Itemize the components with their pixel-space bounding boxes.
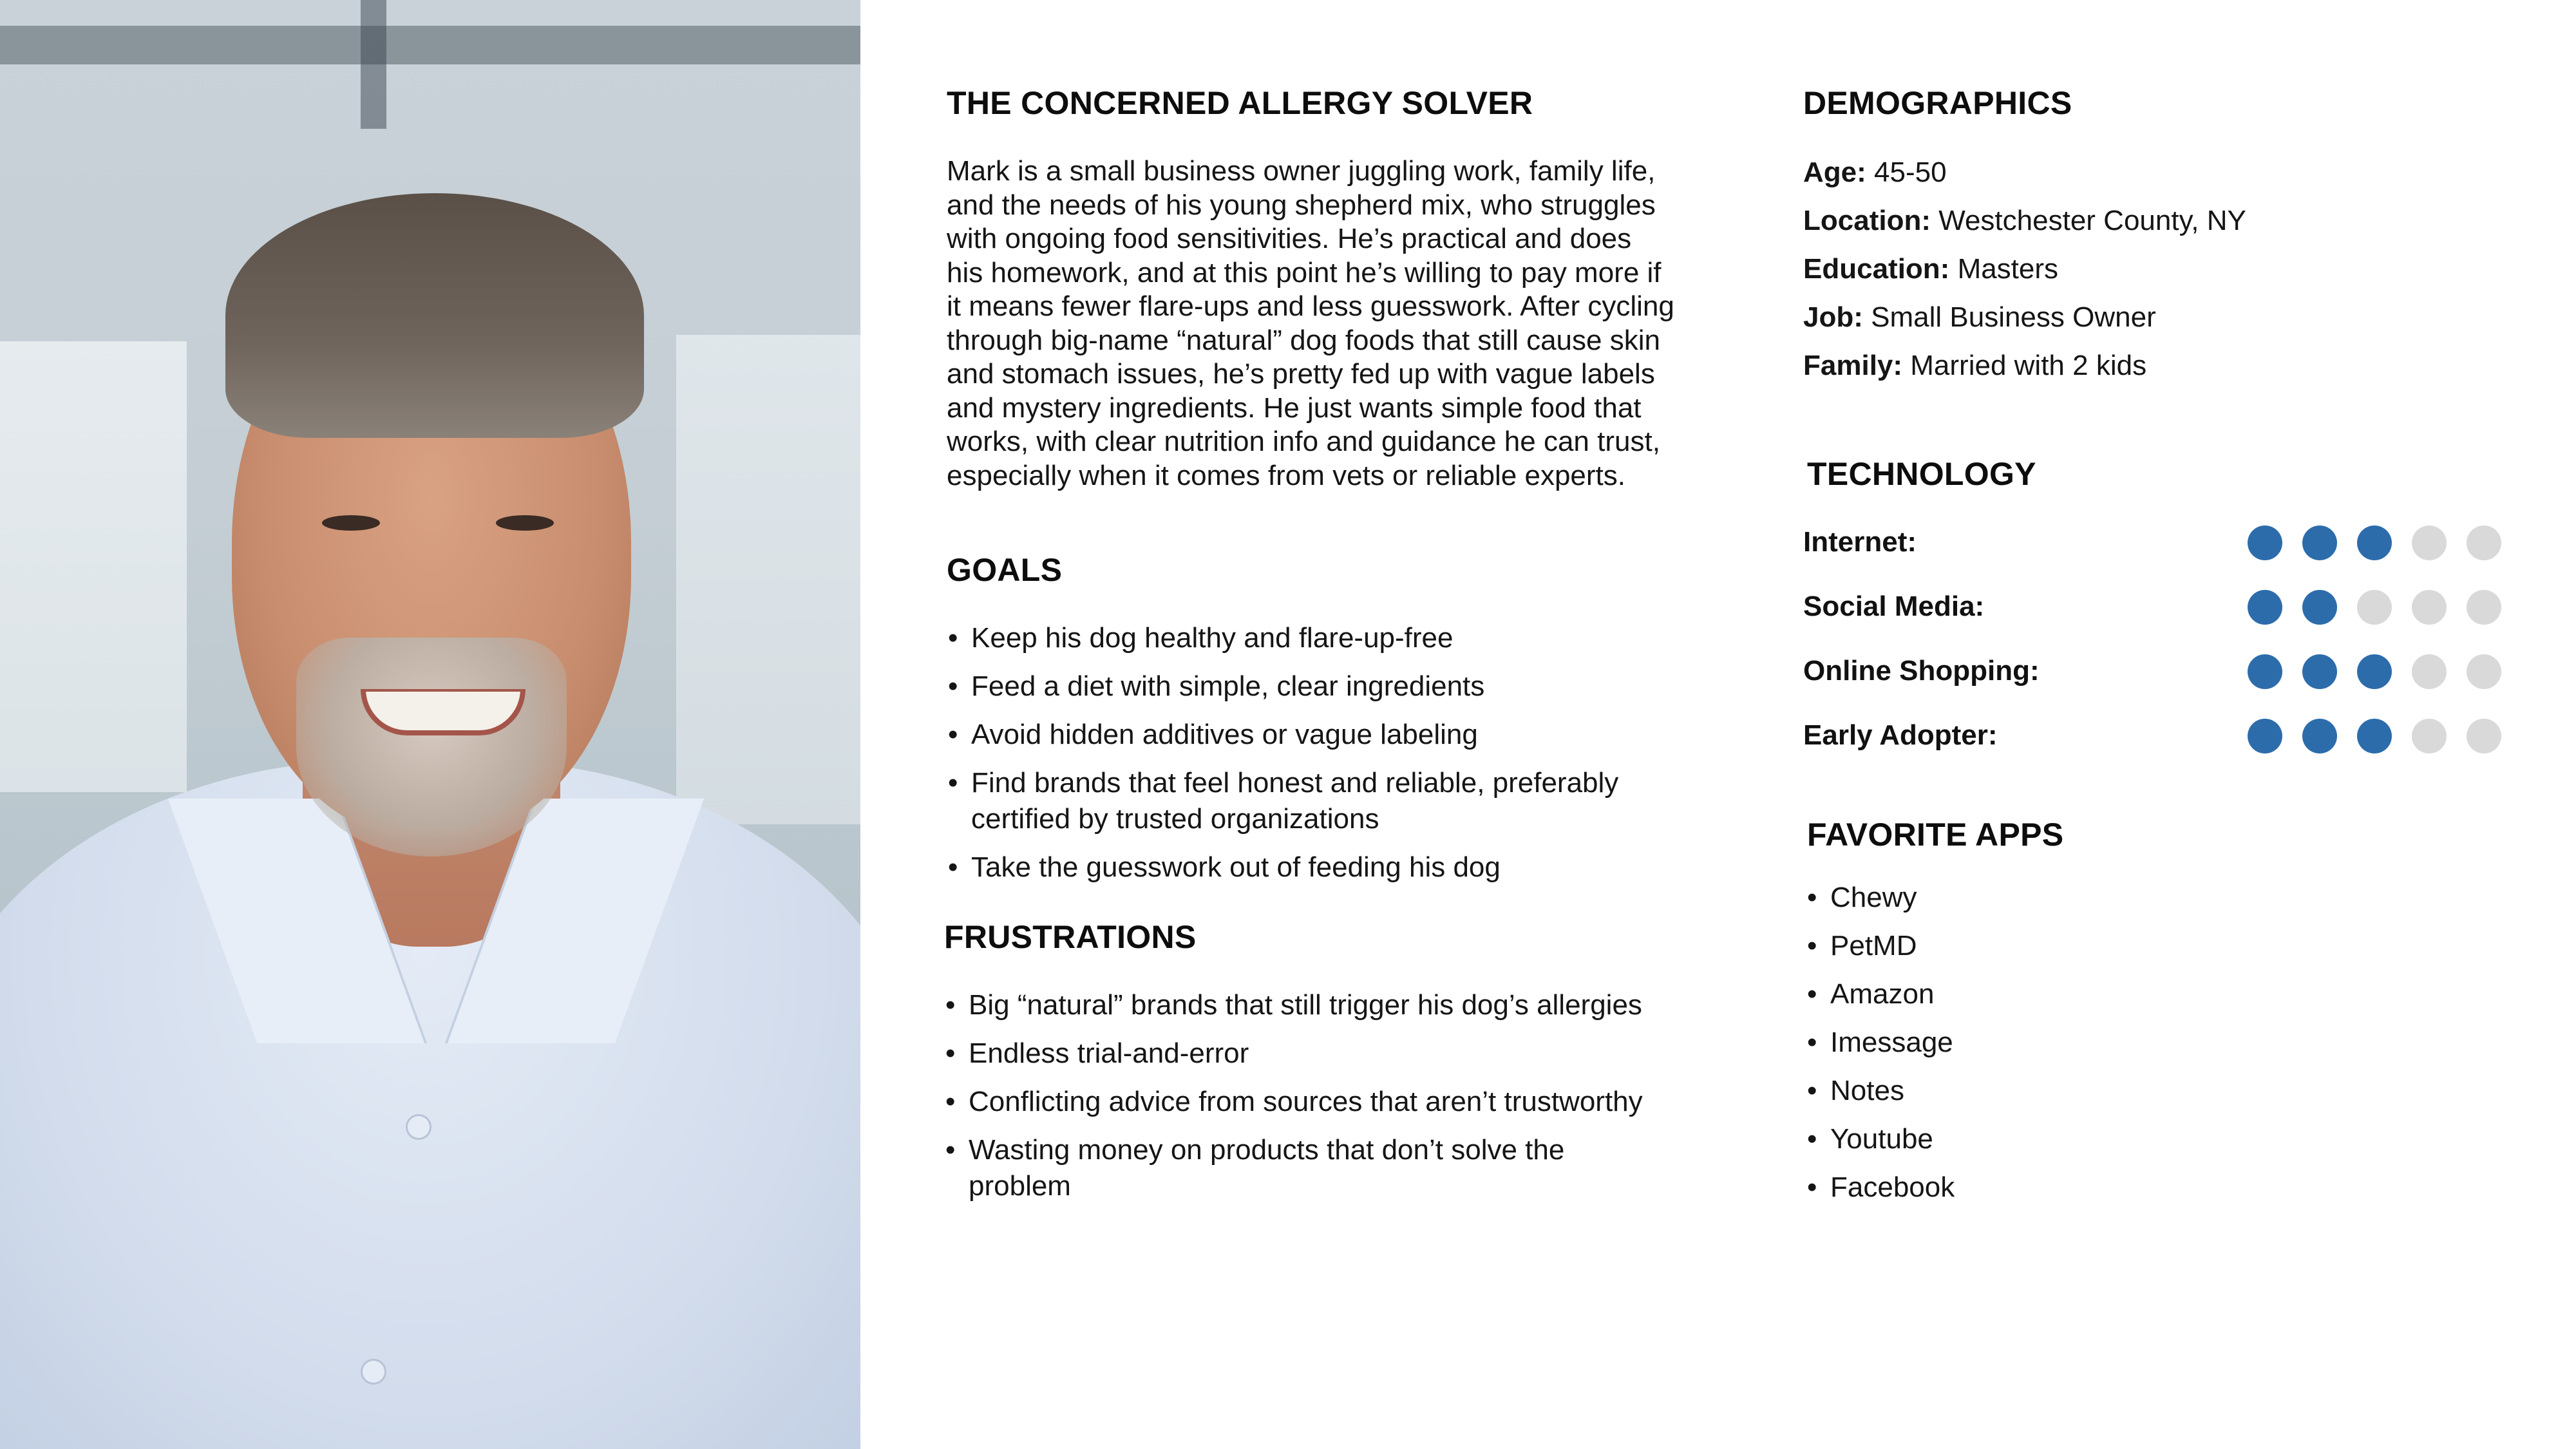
frustration-item: • Endless trial-and-error (944, 1036, 1674, 1072)
rating-dot-filled (2248, 590, 2282, 625)
rating-dot-filled (2357, 654, 2392, 689)
photo-smile (361, 689, 526, 735)
persona-photo (0, 0, 860, 1449)
persona-main-column (944, 84, 1674, 1217)
demographics-heading: DEMOGRAPHICS (1803, 85, 2072, 121)
rating-dot-filled (2302, 719, 2337, 753)
app-item: • Notes (1806, 1073, 2512, 1109)
rating-dot-filled (2302, 590, 2337, 625)
technology-rating (2248, 654, 2501, 689)
frustration-item: • Big “natural” brands that still trigger his dog’s allergies (944, 987, 1674, 1023)
app-item: • Chewy (1806, 880, 2512, 916)
rating-dot-filled (2357, 526, 2392, 560)
technology-label: Early Adopter: (1803, 719, 1998, 751)
rating-dot-filled (2357, 719, 2392, 753)
technology-rating (2248, 590, 2501, 625)
app-item: • Facebook (1806, 1170, 2512, 1206)
technology-row (1803, 583, 2512, 648)
persona-title: THE CONCERNED ALLERGY SOLVER (947, 85, 1533, 121)
rating-dot-empty (2412, 654, 2447, 689)
goal-item: • Take the guesswork out of feeding his dog (947, 849, 1674, 886)
goals-heading: GOALS (947, 552, 1063, 588)
technology-label: Internet: (1803, 526, 1917, 558)
demographic-value: Masters (1957, 253, 2059, 285)
favorite-apps-list (1806, 880, 2512, 1206)
goal-item: • Avoid hidden additives or vague labeling (947, 717, 1674, 753)
technology-label: Online Shopping: (1803, 655, 2040, 687)
demographic-job (1803, 299, 2512, 336)
frustration-item: • Wasting money on products that don’t solve the problem (944, 1132, 1674, 1204)
technology-heading: TECHNOLOGY (1807, 456, 2036, 492)
app-item: • PetMD (1806, 928, 2512, 964)
demographic-family (1803, 348, 2512, 384)
photo-ceiling-fixture (361, 0, 386, 129)
rating-dot-empty (2467, 654, 2501, 689)
rating-dot-empty (2467, 526, 2501, 560)
frustrations-heading: FRUSTRATIONS (944, 919, 1197, 955)
demographic-value: 45-50 (1874, 156, 1947, 188)
photo-hair (225, 193, 644, 438)
demographic-label: Education: (1803, 253, 1950, 285)
photo-window-left (0, 341, 187, 792)
persona-side-column (1803, 84, 2512, 1218)
demographic-location (1803, 203, 2512, 239)
demographic-value: Married with 2 kids (1910, 350, 2147, 381)
photo-shirt-button (361, 1359, 386, 1385)
rating-dot-filled (2248, 719, 2282, 753)
demographic-education (1803, 251, 2512, 287)
demographic-age (1803, 155, 2512, 191)
demographic-value: Westchester County, NY (1938, 205, 2246, 236)
app-item: • Youtube (1806, 1121, 2512, 1157)
goal-item: • Keep his dog healthy and flare-up-free (947, 620, 1674, 656)
rating-dot-filled (2302, 654, 2337, 689)
app-item: • Imessage (1806, 1025, 2512, 1061)
demographic-label: Age: (1803, 156, 1866, 188)
demographics-list (1803, 155, 2512, 384)
demographic-label: Location: (1803, 205, 1931, 236)
rating-dot-empty (2357, 590, 2392, 625)
rating-dot-empty (2412, 526, 2447, 560)
goals-list (947, 620, 1674, 886)
technology-row (1803, 648, 2512, 712)
photo-beard (296, 638, 567, 857)
rating-dot-filled (2248, 526, 2282, 560)
demographic-label: Job: (1803, 301, 1863, 333)
rating-dot-filled (2248, 654, 2282, 689)
photo-shirt-button (406, 1114, 431, 1140)
rating-dot-empty (2467, 590, 2501, 625)
demographic-value: Small Business Owner (1871, 301, 2156, 333)
frustration-item: • Conflicting advice from sources that aren’t trustworthy (944, 1084, 1674, 1120)
photo-eye-left (322, 515, 380, 531)
photo-window-right (676, 335, 860, 824)
rating-dot-filled (2302, 526, 2337, 560)
persona-bio: Mark is a small business owner juggling work, family life, and the needs of his young shepherd mix, who struggles with ongoing food sensitivities. He’s practical and does his homework, and at this point he’s willing to pay more if it means fewer flare-ups and less guesswork. After cycling through big-name “natural” dog foods that still cause skin and stomach issues, he’s pretty fed up with vague labels and mystery ingredients. He just wants simple food that works, with clear nutrition info and guidance he can trust, especially when it comes from vets or reliable experts. (947, 155, 1674, 491)
technology-rating (2248, 526, 2501, 560)
frustrations-list (944, 987, 1674, 1204)
technology-list (1803, 519, 2512, 777)
technology-rating (2248, 719, 2501, 753)
technology-label: Social Media: (1803, 591, 1985, 622)
favorite-apps-heading: FAVORITE APPS (1807, 817, 2064, 853)
goal-item: • Feed a diet with simple, clear ingredients (947, 668, 1674, 705)
goal-item: • Find brands that feel honest and reliable, preferably certified by trusted organizations (947, 765, 1674, 837)
rating-dot-empty (2412, 719, 2447, 753)
app-item: • Amazon (1806, 976, 2512, 1012)
rating-dot-empty (2467, 719, 2501, 753)
rating-dot-empty (2412, 590, 2447, 625)
demographic-label: Family: (1803, 350, 1903, 381)
photo-eye-right (496, 515, 554, 531)
technology-row (1803, 519, 2512, 583)
photo-ceiling-beam (0, 26, 860, 64)
technology-row (1803, 712, 2512, 777)
